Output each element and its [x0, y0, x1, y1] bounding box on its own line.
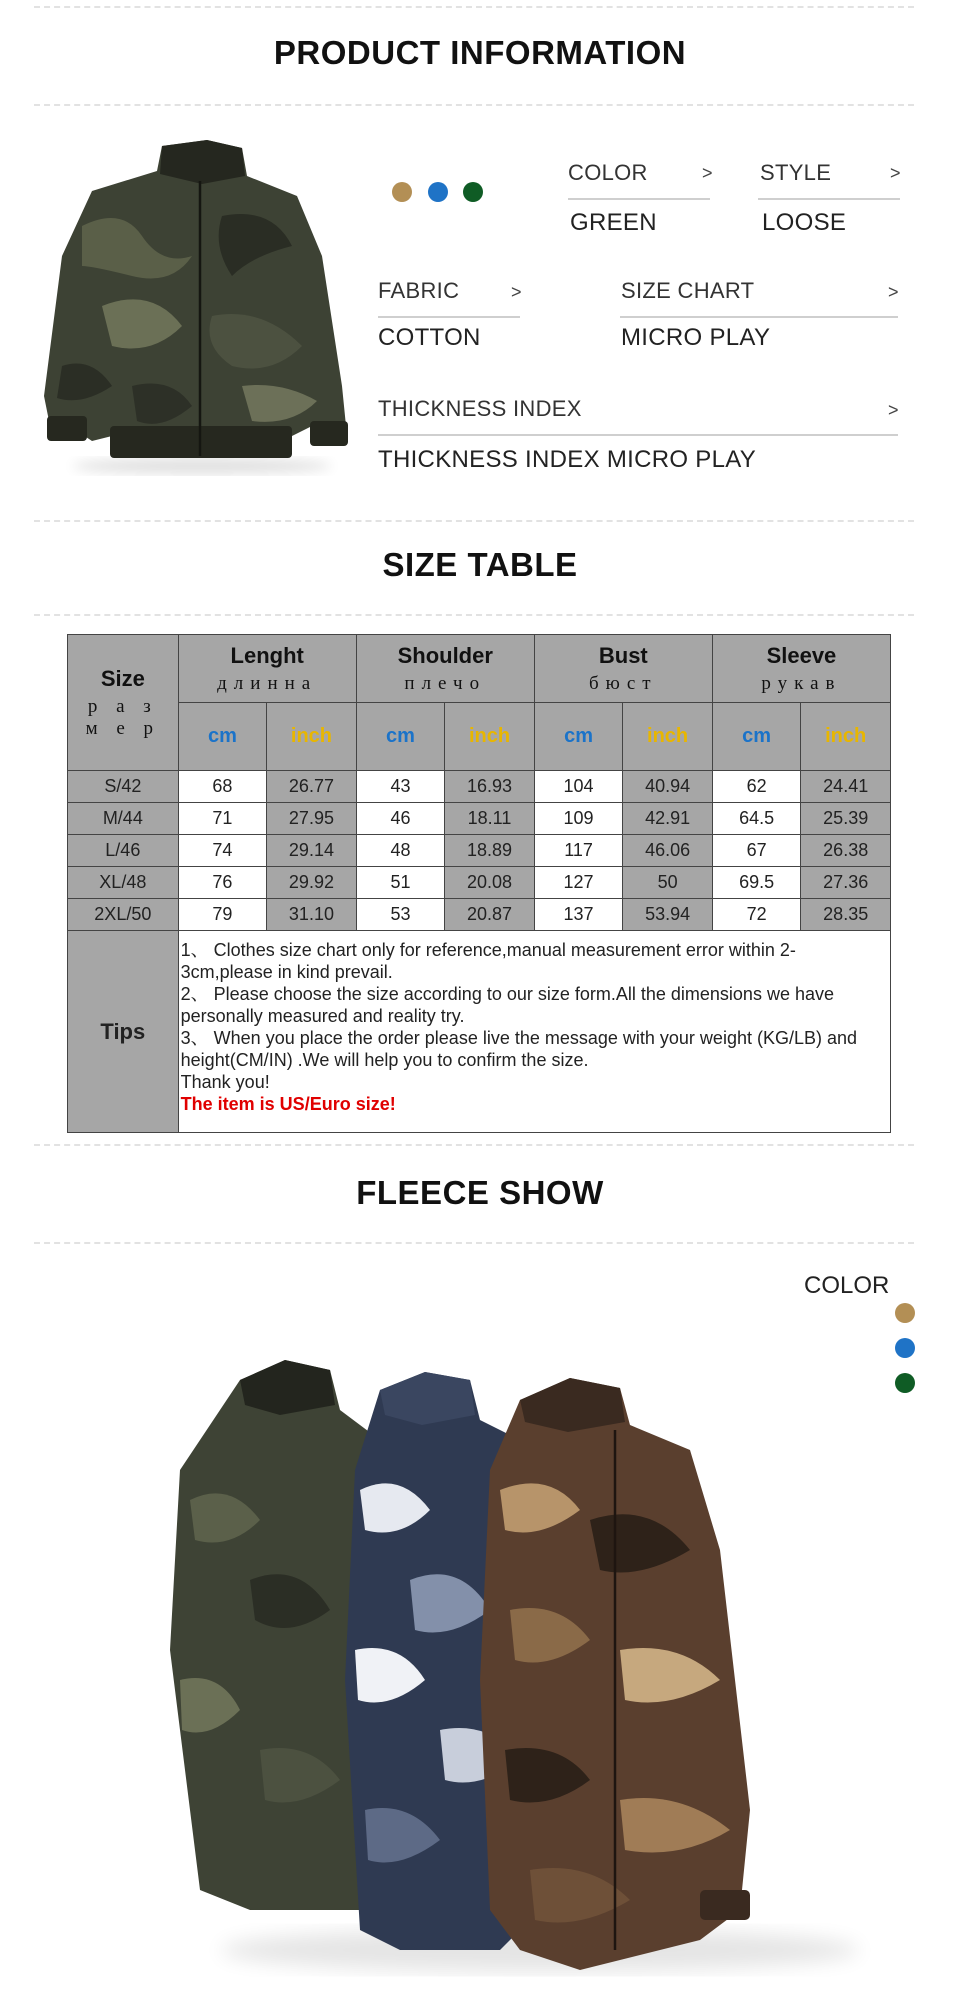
value-cell: 50 [623, 867, 713, 899]
group-header-length [178, 635, 356, 703]
value-cell: 51 [356, 867, 445, 899]
table-row [68, 867, 891, 899]
value-cell: 67 [712, 835, 801, 867]
size-cell: S/42 [68, 771, 179, 803]
divider [34, 614, 914, 616]
divider [34, 104, 914, 106]
table-row [68, 803, 891, 835]
section-title-fleece-show: FLEECE SHOW [356, 1174, 604, 1211]
tip-line: 2、 Please choose the size according to our size form.All the dimensions we have personally measured and reality try. [180, 984, 834, 1026]
size-header-ru: р а з м е р [85, 695, 161, 739]
table-row [68, 771, 891, 803]
value-cell: 127 [534, 867, 623, 899]
value-cell: 104 [534, 771, 623, 803]
unit-inch: inch [290, 725, 333, 747]
fabric-arrow-icon[interactable]: > [511, 282, 522, 302]
value-cell: 76 [178, 867, 267, 899]
value-cell: 71 [178, 803, 267, 835]
divider [34, 1242, 914, 1244]
value-cell: 109 [534, 803, 623, 835]
value-cell: 68 [178, 771, 267, 803]
group-header-sleeve [712, 635, 890, 703]
divider [34, 1144, 914, 1146]
tips-row [68, 931, 891, 1133]
color-value: GREEN [570, 209, 657, 236]
divider [620, 316, 898, 318]
color-arrow-icon[interactable]: > [702, 163, 713, 183]
tip-line: 1、 Clothes size chart only for reference,manual measurement error within 2-3cm,please in kind prevail. [180, 940, 796, 982]
value-cell: 53.94 [623, 899, 713, 931]
unit-inch: inch [647, 725, 689, 747]
group-header-en: Shoulder [397, 642, 493, 668]
divider [758, 198, 900, 200]
value-cell: 25.39 [801, 803, 891, 835]
unit-cm: cm [386, 725, 415, 747]
fleece-color-label: COLOR [804, 1272, 890, 1299]
value-cell: 20.08 [445, 867, 535, 899]
tips-content [178, 931, 890, 1133]
table-row [68, 835, 891, 867]
value-cell: 48 [356, 835, 445, 867]
fleece-show-image-three-jackets [160, 1350, 920, 1980]
style-arrow-icon[interactable]: > [890, 163, 901, 183]
tip-line: 3、 When you place the order please live the message with your weight (KG/LB) and height(CM/IN) .We will help you to confirm the size. [180, 1028, 858, 1070]
product-image-green-camo-jacket [42, 136, 352, 476]
value-cell: 69.5 [712, 867, 801, 899]
section-title-size-table: SIZE TABLE [382, 546, 578, 583]
tips-label: Tips [68, 931, 179, 1133]
size-header-cell [68, 635, 179, 771]
style-label: STYLE [760, 160, 832, 185]
divider [34, 520, 914, 522]
value-cell: 18.89 [445, 835, 535, 867]
value-cell: 29.92 [267, 867, 357, 899]
value-cell: 46 [356, 803, 445, 835]
value-cell: 53 [356, 899, 445, 931]
thickness-value: THICKNESS INDEX MICRO PLAY [378, 446, 757, 473]
divider [378, 316, 520, 318]
value-cell: 62 [712, 771, 801, 803]
value-cell: 72 [712, 899, 801, 931]
value-cell: 40.94 [623, 771, 713, 803]
size-chart-value: MICRO PLAY [621, 324, 771, 351]
divider [34, 6, 914, 8]
thickness-arrow-icon[interactable]: > [888, 400, 899, 420]
size-cell: 2XL/50 [68, 899, 179, 931]
group-header-en: Lenght [230, 642, 304, 668]
unit-cm: cm [742, 725, 772, 747]
size-cell: M/44 [68, 803, 179, 835]
color-swatch-blue[interactable] [428, 182, 448, 202]
unit-cm: cm [564, 725, 593, 747]
color-label: COLOR [568, 160, 648, 185]
value-cell: 137 [534, 899, 623, 931]
value-cell: 24.41 [801, 771, 891, 803]
group-header-ru: плечо [404, 672, 487, 694]
value-cell: 18.11 [445, 803, 535, 835]
section-title-product-information: PRODUCT INFORMATION [273, 34, 687, 71]
color-swatch-khaki[interactable] [895, 1303, 915, 1323]
table-row [68, 899, 891, 931]
group-header-ru: бюст [589, 672, 658, 694]
value-cell: 43 [356, 771, 445, 803]
unit-inch: inch [468, 725, 511, 747]
size-cell: XL/48 [68, 867, 179, 899]
size-chart-label: SIZE CHART [621, 278, 755, 303]
value-cell: 26.77 [267, 771, 357, 803]
fabric-value: COTTON [378, 324, 481, 351]
value-cell: 26.38 [801, 835, 891, 867]
group-header-ru: длинна [217, 672, 318, 694]
group-header-bust [534, 635, 712, 703]
divider [568, 198, 710, 200]
value-cell: 20.87 [445, 899, 535, 931]
value-cell: 117 [534, 835, 623, 867]
group-header-ru: рукав [761, 672, 842, 694]
divider [378, 434, 898, 436]
value-cell: 74 [178, 835, 267, 867]
size-table [67, 634, 891, 1133]
size-chart-arrow-icon[interactable]: > [888, 282, 899, 302]
style-value: LOOSE [762, 209, 847, 236]
value-cell: 31.10 [267, 899, 357, 931]
tip-line: Thank you! [180, 1072, 270, 1092]
fabric-label: FABRIC [378, 278, 460, 303]
unit-cm: cm [207, 725, 237, 747]
value-cell: 28.35 [801, 899, 891, 931]
value-cell: 79 [178, 899, 267, 931]
group-header-shoulder [356, 635, 534, 703]
group-header-en: Sleeve [766, 642, 837, 668]
group-header-en: Bust [598, 642, 648, 668]
color-swatch-green[interactable] [463, 182, 483, 202]
value-cell: 27.36 [801, 867, 891, 899]
thickness-label: THICKNESS INDEX [378, 396, 582, 421]
size-header: Size [100, 665, 145, 691]
size-cell: L/46 [68, 835, 179, 867]
value-cell: 42.91 [623, 803, 713, 835]
value-cell: 29.14 [267, 835, 357, 867]
unit-inch: inch [825, 725, 867, 747]
value-cell: 16.93 [445, 771, 535, 803]
value-cell: 46.06 [623, 835, 713, 867]
value-cell: 27.95 [267, 803, 357, 835]
tip-warning: The item is US/Euro size! [180, 1094, 396, 1114]
color-swatch-khaki[interactable] [392, 182, 412, 202]
value-cell: 64.5 [712, 803, 801, 835]
